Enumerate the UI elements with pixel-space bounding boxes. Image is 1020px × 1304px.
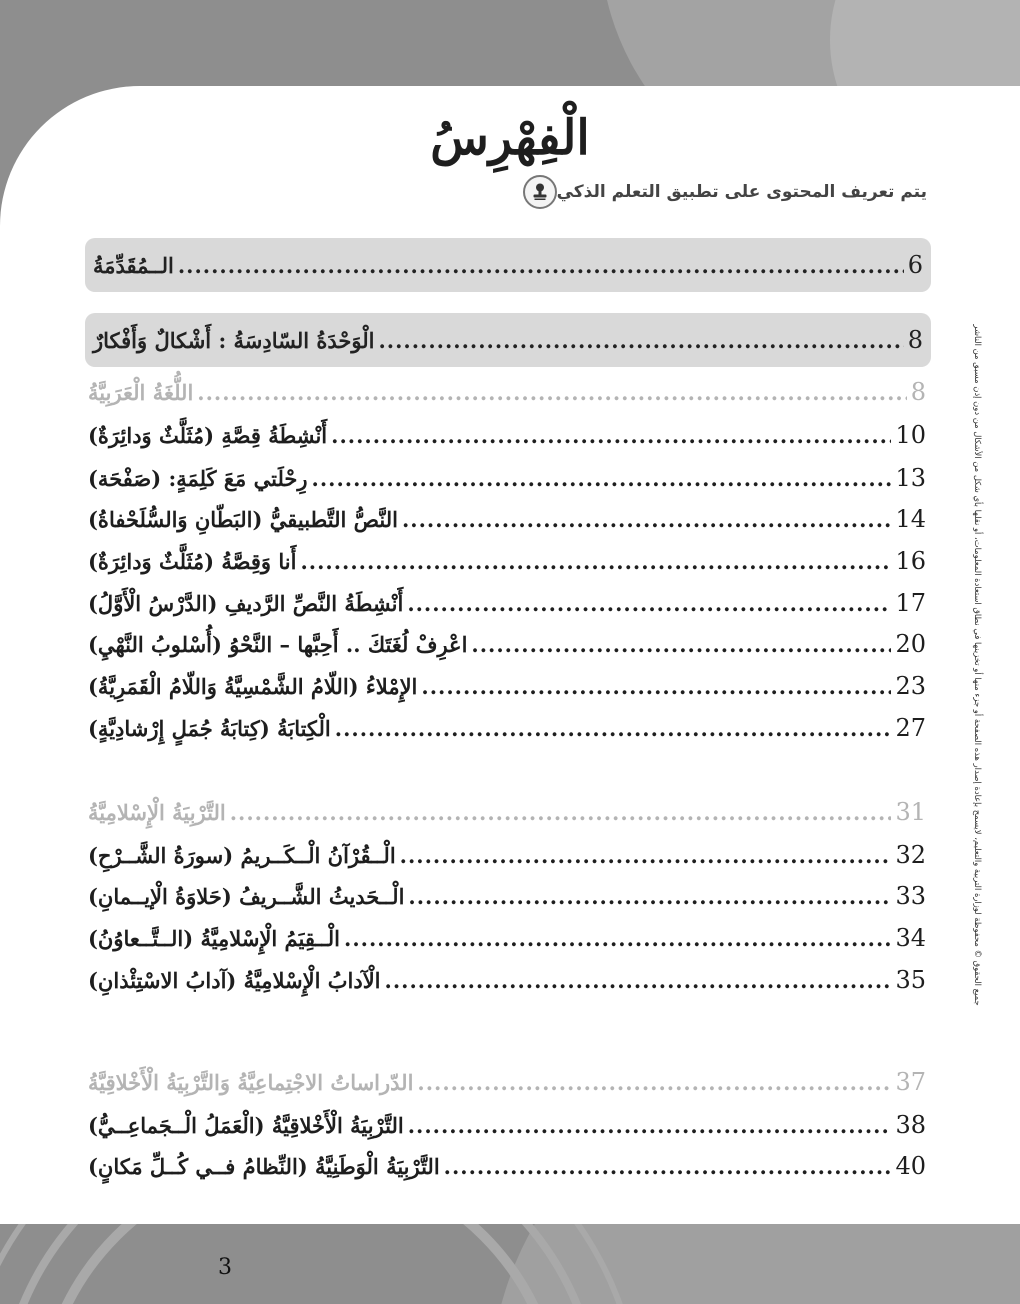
section-heading-page: 31 xyxy=(895,798,926,826)
leader-dots xyxy=(312,466,892,491)
toc-row[interactable] xyxy=(88,961,926,999)
toc-item-label: الْــحَديثُ الشَّــريفُ (حَلاوَةُ الْإيــمانِ) xyxy=(88,883,405,909)
toc-item-page: 32 xyxy=(895,841,926,869)
toc-item-label: التَّرْبِيَةُ الْأَخْلاقِيَّةُ (الْعَمَلُ الْــجَماعِــيُّ) xyxy=(88,1112,404,1138)
leader-dots xyxy=(444,1154,892,1179)
toc-item-page: 10 xyxy=(895,421,926,449)
leader-dots xyxy=(178,253,904,278)
toc-item-page: 34 xyxy=(895,924,926,952)
notice-text: يتم تعريف المحتوى على تطبيق التعلم الذكي xyxy=(556,182,927,202)
copyright-notice xyxy=(968,310,988,1020)
toc-row[interactable] xyxy=(88,416,926,454)
content-card xyxy=(0,86,1020,1224)
toc-item-label: التَّرْبِيَةُ الْوَطَنِيَّةُ (النِّظامُ فــي كُــلِّ مَكانٍ) xyxy=(88,1153,440,1179)
toc-row[interactable] xyxy=(88,500,926,538)
toc-item-label: النَّصُّ التَّطبيقيُّ (البَطّانِ وَالسُّلَحْفاةُ) xyxy=(88,506,398,532)
toc-item-page: 17 xyxy=(895,589,926,617)
toc-item-label: أَنْشِطَةُ قِصَّةِ (مُثَلَّثٌ وَدائِرَةٌ) xyxy=(88,422,328,448)
leader-dots xyxy=(379,328,904,353)
toc-intro-row[interactable] xyxy=(85,238,931,292)
toc-section-heading[interactable] xyxy=(88,1063,926,1101)
toc-row[interactable] xyxy=(88,542,926,580)
toc-item-page: 35 xyxy=(895,966,926,994)
toc-row[interactable] xyxy=(88,584,926,622)
toc-item-label: الْــقُرْآنُ الْــكَــريمُ (سورَةُ الشَّــرْحِ) xyxy=(88,842,396,868)
toc-item-label: اعْرِفْ لُغَتَكَ .. أَحِبَّها – النَّحْوُ (أُسْلوبُ النَّهْيِ) xyxy=(88,631,468,657)
toc-intro-label: الــمُقَدِّمَةُ xyxy=(93,252,174,278)
toc-row[interactable] xyxy=(88,625,926,663)
toc-row[interactable] xyxy=(88,877,926,915)
toc-section-heading[interactable] xyxy=(88,373,926,411)
toc-row[interactable] xyxy=(88,459,926,497)
leader-dots xyxy=(230,800,892,825)
toc-item-page: 38 xyxy=(895,1111,926,1139)
section-heading-page: 37 xyxy=(895,1068,926,1096)
leader-dots xyxy=(197,380,906,405)
leader-dots xyxy=(402,507,891,532)
toc-item-label: الْــقِيَمُ الْإِسْلامِيَّةُ (الــتَّــعاوُنُ) xyxy=(88,925,341,951)
leader-dots xyxy=(408,1113,892,1138)
toc-item-label: أَنا وَقِصَّةُ (مُثَلَّثٌ وَدائِرَةٌ) xyxy=(88,548,297,574)
toc-item-page: 23 xyxy=(895,672,926,700)
toc-item-page: 14 xyxy=(895,505,926,533)
toc-item-page: 13 xyxy=(895,464,926,492)
copyright-text: جميع الحقوق © محفوظة لوزارة التربية والتعليم، لايسمح بإعادة إصدار هذه الصفحة أو جزء منها أو تخزينها في نطاق استعادة المعلومات، أو نقلها بأي شكل من الأشكال من دون إذن مسبق من الناشر xyxy=(973,324,983,1006)
toc-row[interactable] xyxy=(88,919,926,957)
leader-dots xyxy=(400,843,892,868)
toc-item-label: الإِمْلاءُ (اللّامُ الشَّمْسِيَّةُ وَاللّامُ الْقَمَرِيَّةُ) xyxy=(88,673,418,699)
leader-dots xyxy=(385,968,892,993)
toc-unit-page: 8 xyxy=(907,326,923,354)
toc-item-label: الْكِتابَةُ (كِتابَةُ جُمَلٍ إِرْشادِيَّةٍ) xyxy=(88,715,331,741)
toc-item-page: 40 xyxy=(895,1152,926,1180)
toc-item-page: 16 xyxy=(895,547,926,575)
toc-row[interactable] xyxy=(88,1147,926,1185)
toc-row[interactable] xyxy=(88,667,926,705)
section-heading-page: 8 xyxy=(910,378,926,406)
toc-item-page: 33 xyxy=(895,882,926,910)
toc-item-label: رِحْلَتي مَعَ كَلِمَةٍ: (صَفْحَة) xyxy=(88,465,308,491)
leader-dots xyxy=(335,716,892,741)
toc-unit-row[interactable] xyxy=(85,313,931,367)
leader-dots xyxy=(407,591,891,616)
toc-item-label: أَنْشِطَةُ النَّصِّ الرَّديفِ (الدَّرْسُ الْأَوَّلُ) xyxy=(88,590,404,616)
toc-intro-page: 6 xyxy=(907,251,923,279)
toc-unit-label: الْوَحْدَةُ السّادِسَةُ : أَشْكالٌ وَأَفْكارٌ xyxy=(93,327,375,353)
toc-section-heading[interactable] xyxy=(88,793,926,831)
toc-item-page: 27 xyxy=(895,714,926,742)
leader-dots xyxy=(300,549,891,574)
toc-row[interactable] xyxy=(88,836,926,874)
section-heading-label: الدّراساتُ الاجْتِماعِيَّةُ وَالتَّرْبِيَةُ الْأَخْلاقِيَّةُ xyxy=(88,1069,414,1095)
smart-app-notice xyxy=(513,174,927,210)
toc-row[interactable] xyxy=(88,1106,926,1144)
leader-dots xyxy=(408,884,891,909)
leader-dots xyxy=(471,632,891,657)
page-number: 3 xyxy=(218,1255,232,1280)
leader-dots xyxy=(421,674,891,699)
leader-dots xyxy=(344,926,891,951)
leader-dots xyxy=(417,1070,891,1095)
section-heading-label: اللُّغَةُ الْعَرَبِيَّةُ xyxy=(88,379,194,405)
toc-item-page: 20 xyxy=(895,630,926,658)
toc-row[interactable] xyxy=(88,709,926,747)
stamp-icon xyxy=(523,175,557,209)
page-title: الْفِهْرِسُ xyxy=(430,110,590,166)
leader-dots xyxy=(331,423,891,448)
toc-item-label: الْآدابُ الْإِسْلامِيَّةُ (آدابُ الاسْتِئْذانِ) xyxy=(88,967,381,993)
section-heading-label: التَّرْبِيَةُ الْإِسْلامِيَّةُ xyxy=(88,799,226,825)
